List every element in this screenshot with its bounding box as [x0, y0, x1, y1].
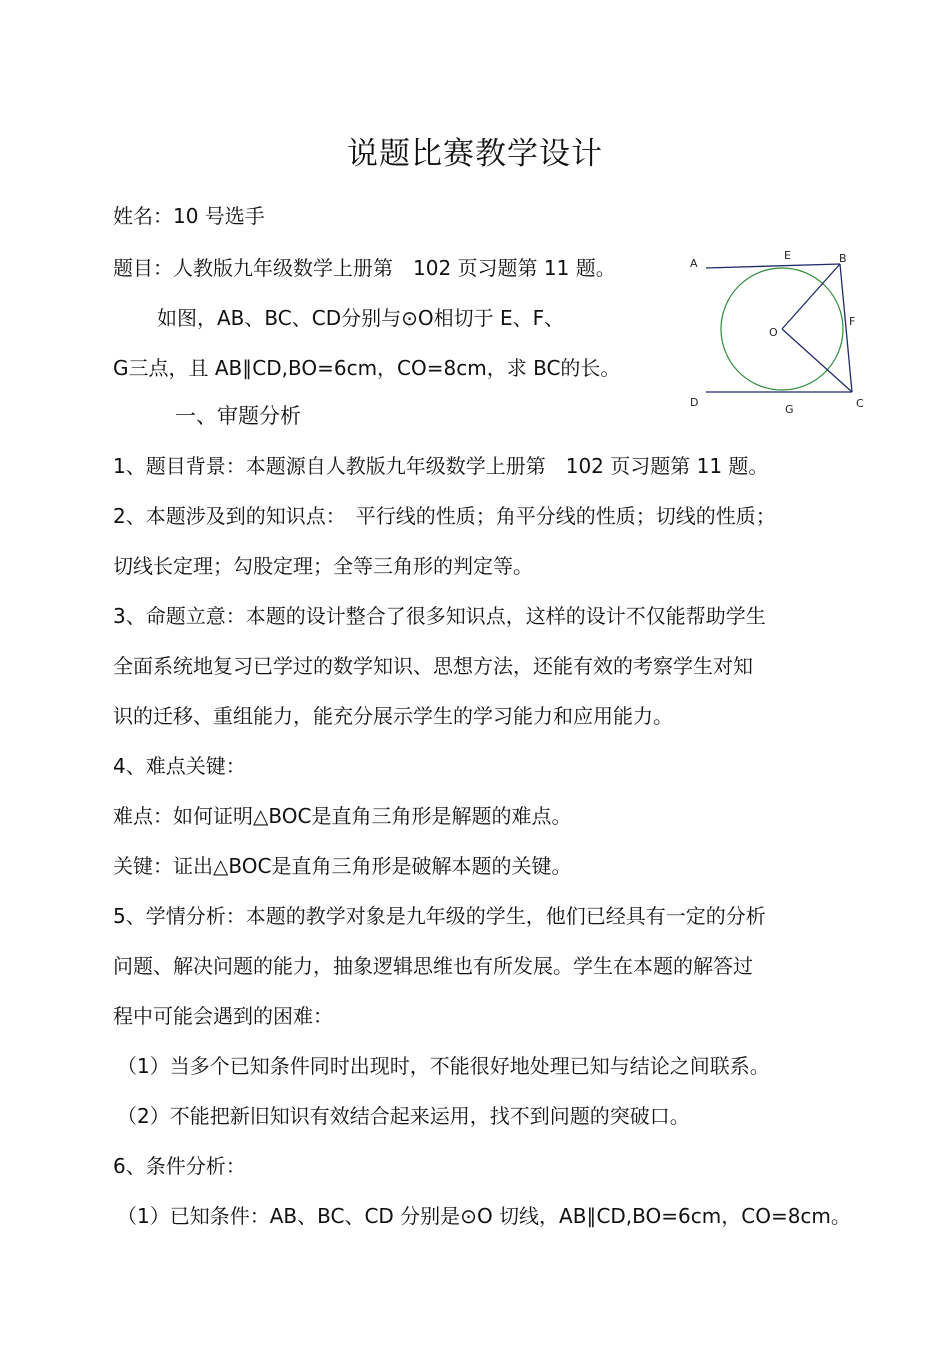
page-title: 说题比赛教学设计 — [347, 136, 603, 172]
item-learner-analysis-cont-2: 程中可能会遇到的困难： — [113, 1004, 333, 1028]
item-difficulty-2: （2）不能把新旧知识有效结合起来运用，找不到问题的突破口。 — [117, 1104, 690, 1128]
label-d: D — [690, 396, 699, 409]
tangent-bc — [840, 264, 852, 392]
label-f: F — [849, 315, 856, 328]
problem-line-1: 如图，AB、BC、CD分别与⊙O相切于 E、F、 — [157, 306, 565, 330]
topic-line: 题目：人教版九年级数学上册第 102 页习题第 11 题。 — [113, 256, 616, 280]
label-e: E — [784, 249, 791, 262]
geometry-figure — [684, 246, 874, 422]
item-knowledge-cont: 切线长定理；勾股定理；全等三角形的判定等。 — [113, 554, 533, 578]
item-key: 关键：证出△BOC是直角三角形是破解本题的关键。 — [113, 854, 572, 878]
section-heading: 一、审题分析 — [175, 404, 301, 428]
item-knowledge: 2、本题涉及到的知识点： 平行线的性质；角平分线的性质；切线的性质； — [113, 504, 776, 528]
item-intent: 3、命题立意：本题的设计整合了很多知识点，这样的设计不仅能帮助学生 — [113, 604, 766, 628]
problem-line-2: G三点，且 AB∥CD,BO=6cm，CO=8cm，求 BC的长。 — [113, 356, 621, 380]
item-intent-cont-1: 全面系统地复习已学过的数学知识、思想方法，还能有效的考察学生对知 — [113, 654, 753, 678]
item-difficulty: 难点：如何证明△BOC是直角三角形是解题的难点。 — [113, 804, 572, 828]
label-o: O — [769, 326, 778, 339]
item-intent-cont-2: 识的迁移、重组能力，能充分展示学生的学习能力和应用能力。 — [113, 704, 673, 728]
item-known-conditions: （1）已知条件：AB、BC、CD 分别是⊙O 切线，AB∥CD,BO=6cm，CO=8cm。 — [117, 1204, 851, 1228]
segment-ob — [782, 264, 840, 329]
label-b: B — [839, 252, 847, 265]
item-condition-heading: 6、条件分析： — [113, 1154, 246, 1178]
item-difficulty-1: （1）当多个已知条件同时出现时，不能很好地处理已知与结论之间联系。 — [117, 1054, 770, 1078]
item-difficulty-heading: 4、难点关键： — [113, 754, 246, 778]
segment-oc — [782, 329, 852, 392]
tangent-ab — [706, 264, 840, 268]
contestant-name: 姓名：10 号选手 — [113, 204, 265, 228]
item-learner-analysis-cont-1: 问题、解决问题的能力，抽象逻辑思维也有所发展。学生在本题的解答过 — [113, 954, 753, 978]
label-g: G — [785, 403, 794, 416]
item-background: 1、题目背景：本题源自人教版九年级数学上册第 102 页习题第 11 题。 — [113, 454, 769, 478]
label-a: A — [690, 257, 698, 270]
item-learner-analysis: 5、学情分析：本题的教学对象是九年级的学生，他们已经具有一定的分析 — [113, 904, 766, 928]
label-c: C — [856, 397, 864, 410]
